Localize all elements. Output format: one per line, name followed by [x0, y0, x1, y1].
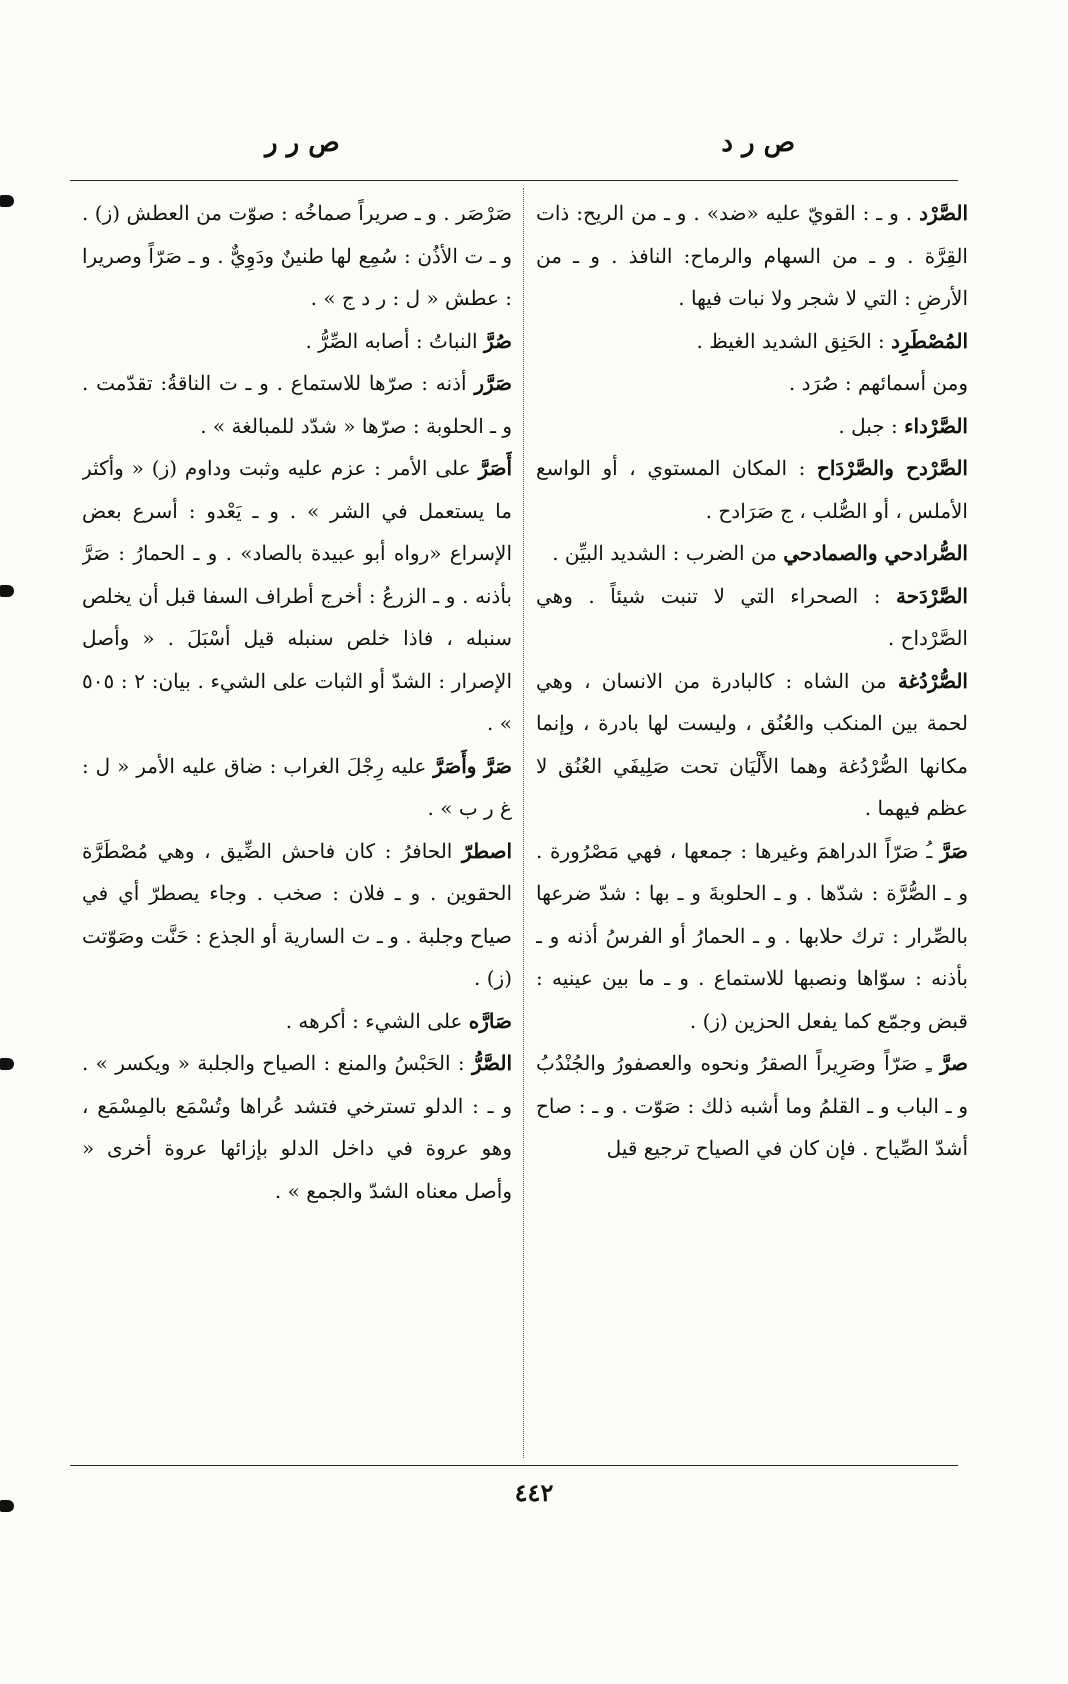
- dictionary-entry: [536, 660, 968, 830]
- entry-definition: صَرْصَر . و ـ صريراً صماخُه : صوّت من العطش (ز) . و ـ ت الأذُن : سُمِع لها طنينٌ ودَوِيٌّ . و ـ صَرّاً وصريرا : عطش « ل : ر د ج » .: [82, 201, 512, 310]
- dictionary-entry: [82, 1042, 512, 1212]
- header-root-left: ص ر ر: [265, 128, 340, 158]
- entry-definition: على الشيء : أكرهه .: [285, 1008, 463, 1033]
- margin-mark: [0, 1500, 14, 1512]
- entry-headword: اصطرّ: [462, 838, 512, 863]
- dictionary-entry: [82, 447, 512, 745]
- dictionary-entry: [536, 830, 968, 1043]
- dictionary-entry: [536, 575, 968, 660]
- entry-headword: أَصَرَّ: [478, 456, 512, 480]
- entry-definition: أذنه : صرّها للاستماع . و ـ ت الناقةُ: تقدّمت . و ـ الحلوبة : صرّها « شدّد للمبالغة » .: [82, 371, 512, 438]
- entry-definition: من الضرب : الشديد البيِّن .: [552, 541, 777, 565]
- dictionary-entry: [536, 192, 968, 320]
- entry-definition: ومن أسمائهم : صُرَد .: [788, 371, 968, 395]
- dictionary-entry: [82, 192, 512, 320]
- dictionary-entry: [536, 1042, 968, 1170]
- page-number: ٤٤٢: [514, 1478, 554, 1507]
- header-root-right: ص ر د: [721, 128, 795, 158]
- dictionary-entry: [82, 745, 512, 830]
- entry-definition: : الحَبْسُ والمنع : الصياح والجلبة « ويكسر » . و ـ : الدلو تسترخي فتشد عُراها وتُسْمَع بالمِسْمَع ، وهو عروة في داخل الدلو بإزائها عروة أخرى « وأصل معناه الشدّ والجمع » .: [82, 1051, 512, 1203]
- entry-definition: : جبل .: [838, 413, 898, 438]
- margin-mark: [0, 195, 14, 207]
- page-header: [70, 128, 970, 168]
- header-rule: [70, 180, 958, 181]
- entry-definition: : الصحراء التي لا تنبت شيئاً . وهي الصَّرْداح .: [536, 583, 968, 650]
- entry-headword: الصَّرْدَحة: [895, 583, 968, 608]
- entry-headword: صرَّ: [939, 1051, 968, 1075]
- entry-definition: . و ـ : القويّ عليه «ضد» . و ـ من الريح: ذات القِرَّة . و ـ من السهام والرماح: النافذ . و ـ من الأرضِ : التي لا شجر ولا نبات فيها .: [536, 201, 968, 310]
- entry-headword: الصُّرادحي والصمادحي: [783, 541, 968, 565]
- dictionary-entry: [82, 1000, 512, 1043]
- margin-mark: [0, 1058, 14, 1070]
- footer-rule: [70, 1465, 958, 1466]
- entry-definition: من الشاه : كالبادرة من الانسان ، وهي لحمة بين المنكب والعُنُق ، وليست لها بادرة ، وإنما مكانها الصُّرْدُغة وهما الأَلْيَان تحت صَلِيفَي العُنُق لا عظم فيهما .: [536, 668, 968, 820]
- dictionary-entry: [536, 405, 968, 448]
- entry-definition: الحافرُ : كان فاحش الضِّيق ، وهي مُصْطَرَّة الحقوين . و ـ فلان : صخب . وجاء يصطرّ أي في صياح وجلبة . و ـ ت السارية أو الجذع : حَنَّت وصَوّتت (ز) .: [82, 838, 512, 990]
- dictionary-entry: [82, 320, 512, 363]
- entry-headword: صَرَّر: [474, 371, 512, 395]
- entry-definition: ـُ صَرّاً الدراهمَ وغيرها : جمعها ، فهي مَصْرُورة . و ـ الصُّرَّة : شدّها . و ـ الحلوبةَ و ـ بها : شدّ ضرعها بالصِّرار : ترك حلابها . و ـ الحمارُ أو الفرسُ أذنه و ـ بأذنه : سوّاها ونصبها للاستماع . و ـ ما بين عينيه : قبض وجمّع كما يفعل الحزين (ز) .: [536, 838, 968, 1033]
- dictionary-entry: [536, 532, 968, 575]
- entry-definition: النباتُ : أصابه الصِّرُّ .: [305, 328, 478, 353]
- left-column: [82, 192, 512, 1457]
- entry-headword: الصَّرْدح والصَّرْدَاح: [816, 456, 968, 480]
- dictionary-entry: [536, 362, 968, 405]
- entry-headword: صُرَّ: [483, 328, 512, 353]
- dictionary-entry: [536, 320, 968, 363]
- entry-headword: الصَّرْد: [919, 201, 968, 225]
- dictionary-entry: [82, 830, 512, 1000]
- entry-definition: عليه رِجْلَ الغراب : ضاق عليه الأمر « ل : غ ر ب » .: [82, 753, 512, 820]
- entry-headword: المُصْطَرِد: [891, 328, 968, 353]
- entry-headword: الصُّرْدُغة: [897, 668, 968, 693]
- entry-definition: : المكان المستوي ، أو الواسع الأملس ، أو الصُّلب ، ج صَرَادح .: [536, 456, 968, 523]
- dictionary-entry: [82, 362, 512, 447]
- entry-headword: صَرَّ: [939, 838, 968, 863]
- entry-headword: الصَّرُّ: [471, 1051, 512, 1075]
- entry-definition: على الأمر : عزم عليه وثبت وداوم (ز) « وأكثر ما يستعمل في الشر » . و ـ يَعْدو : أسرع بعض الإسراع «رواه أبو عبيدة بالصاد» . و ـ الحمارُ : صَرَّ بأذنه . و ـ الزرعُ : أخرج أطراف السفا قبل أن يخلص سنبله ، فاذا خلص سنبله قيل أسْبَلَ . « وأصل الإصرار : الشدّ أو الثبات على الشيء . بيان: ٢ : ٥٠٥ » .: [82, 456, 512, 735]
- entry-headword: الصَّرْداء: [904, 413, 968, 438]
- dictionary-entry: [536, 447, 968, 532]
- column-divider: [523, 188, 524, 1458]
- entry-definition: ـِ صَرّاً وصَرِيراً الصقرُ ونحوه والعصفورُ والجُنْدُبُ و ـ الباب و ـ القلمُ وما أشبه ذلك : صَوّت . و ـ : صاح أشدّ الصِّياح . فإن كان في الصياح ترجيع قيل: [536, 1051, 968, 1160]
- entry-headword: صَرَّ وأَصَرَّ: [433, 753, 512, 778]
- margin-mark: [0, 585, 14, 597]
- entry-definition: : الحَنِق الشديد الغيظ .: [696, 328, 885, 353]
- entry-headword: صَارَّه: [468, 1008, 512, 1033]
- right-column: [536, 192, 968, 1457]
